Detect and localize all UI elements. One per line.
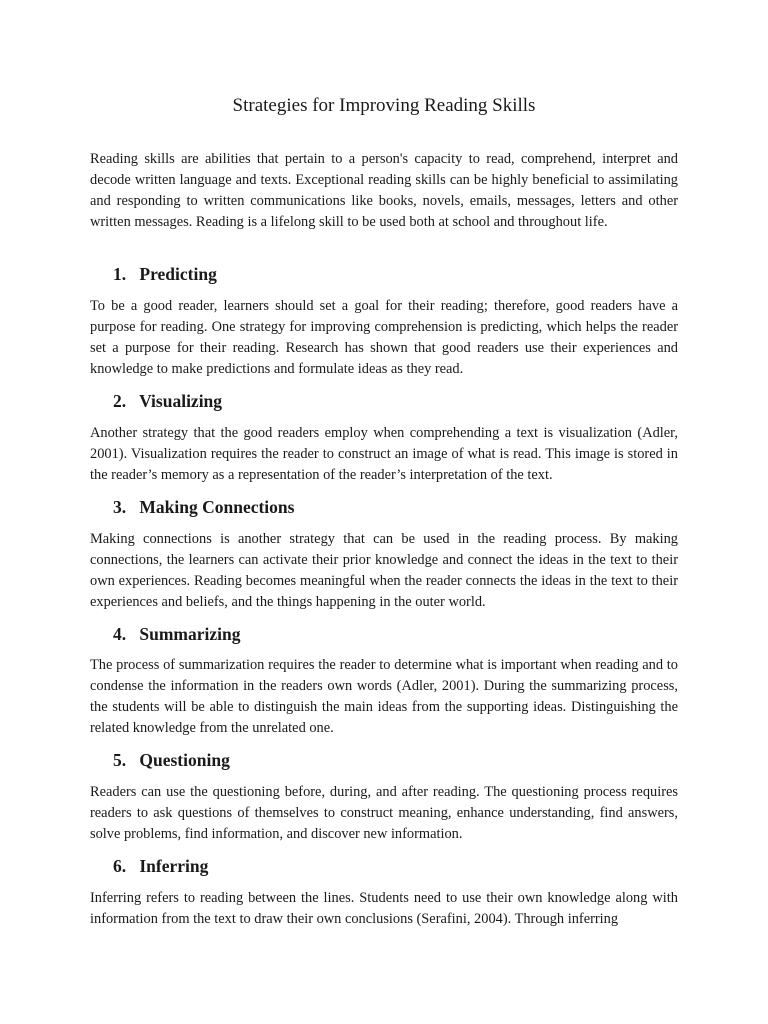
section-title: Visualizing (139, 391, 223, 411)
section-body-questioning: Readers can use the questioning before, during, and after reading. The questioning process requires readers to ask questions of themselves to construct meaning, enhance understanding, find answers, solve problems, find information, and discover new information. (90, 784, 678, 842)
section-heading-visualizing (113, 389, 222, 413)
section-body-inferring: Inferring refers to reading between the lines. Students need to use their own knowledge along with information from the text to draw their own conclusions (Serafini, 2004). Through inferring (90, 890, 678, 927)
section-number: 4. (113, 624, 127, 644)
section-title: Making Connections (139, 497, 295, 517)
section-number: 6. (113, 856, 127, 876)
section-heading-summarizing (113, 622, 241, 646)
section-heading-inferring (113, 854, 208, 878)
section-body-making-connections: Making connections is another strategy that can be used in the reading process. By making connections, the learners can activate their prior knowledge and connect the ideas in the text to their own experiences. Reading becomes meaningful when the reader connects the ideas in the text to their experiences and beliefs, and the things happening in the outer world. (90, 531, 678, 610)
section-number: 2. (113, 391, 127, 411)
section-number: 5. (113, 750, 127, 770)
document-title: Strategies for Improving Reading Skills (232, 95, 536, 116)
section-body-visualizing: Another strategy that the good readers employ when comprehending a text is visualization (Adler, 2001). Visualization requires the reader to construct an image of what is read. This image is stored in the reader’s memory as a representation of the reader’s interpretation of the text. (90, 425, 678, 483)
section-body-predicting: To be a good reader, learners should set a goal for their reading; therefore, good readers have a purpose for reading. One strategy for improving comprehension is predicting, which helps the reader set a purpose for their reading. Research has shown that good readers use their experiences and knowledge to make predictions and formulate ideas as they read. (90, 298, 678, 377)
section-heading-making-connections (113, 495, 294, 519)
section-title: Predicting (139, 264, 217, 284)
section-number: 1. (113, 264, 127, 284)
section-title: Summarizing (139, 624, 241, 644)
section-heading-questioning (113, 748, 230, 772)
section-number: 3. (113, 497, 127, 517)
intro-paragraph: Reading skills are abilities that pertain to a person's capacity to read, comprehend, interpret and decode written language and texts. Exceptional reading skills can be highly beneficial to assimilating and responding to written communications like books, novels, emails, messages, letters and other written messages. Reading is a lifelong skill to be used both at school and throughout life. (90, 151, 678, 230)
section-title: Inferring (139, 856, 209, 876)
section-body-summarizing: The process of summarization requires the reader to determine what is important when reading and to condense the information in the readers own words (Adler, 2001). During the summarizing process, the students will be able to distinguish the main ideas from the supporting ideas. Distinguishing the related knowledge from the unrelated one. (90, 657, 678, 736)
section-title: Questioning (139, 750, 230, 770)
section-heading-predicting (113, 262, 217, 286)
